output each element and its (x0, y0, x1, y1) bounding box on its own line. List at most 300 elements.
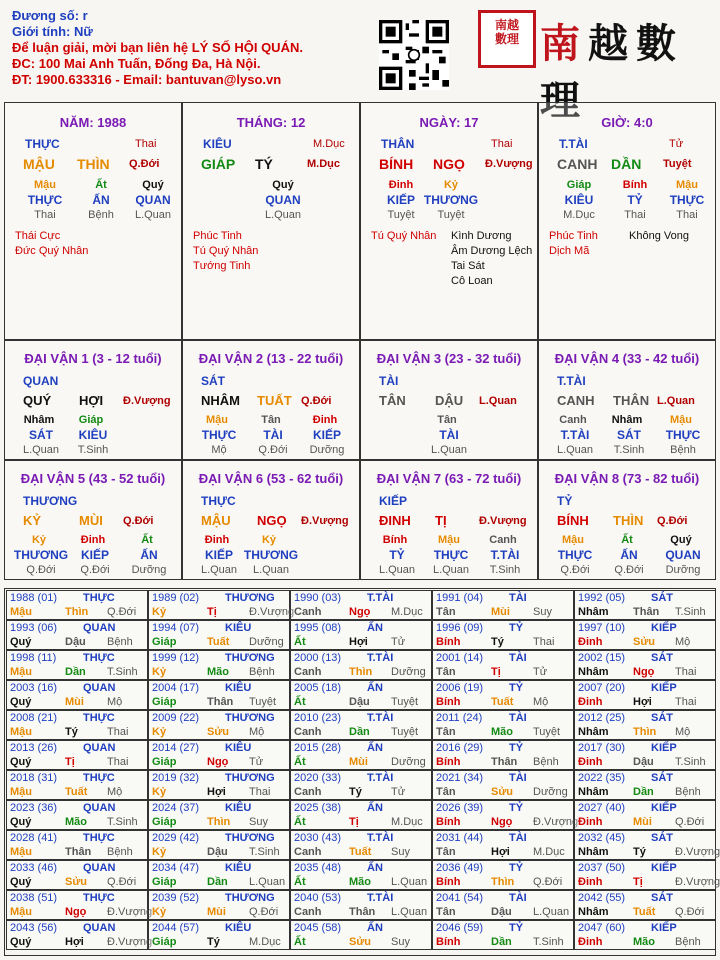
year-cell (290, 650, 432, 680)
hidden-stem: Ất (141, 534, 153, 546)
year-chi: Thân (349, 906, 376, 918)
year-god: QUAN (83, 622, 116, 634)
year-cell (148, 800, 290, 830)
pillar-cell (538, 102, 716, 340)
year-cell (6, 710, 148, 740)
hidden-stem: Giáp (566, 179, 592, 191)
pillar-top-state: M.Dục (313, 138, 345, 150)
hidden-stem: Mậu (562, 534, 584, 546)
year-state: Đ.Vượng (249, 606, 295, 618)
year-state: T.Sinh (107, 816, 138, 828)
year-cell (574, 920, 716, 950)
dai-van-state: Q.Đới (123, 515, 154, 527)
year-cell (290, 830, 432, 860)
year-label: 2024 (37) (152, 802, 200, 814)
hidden-god: QUAN (265, 193, 301, 207)
year-label: 1990 (03) (294, 592, 342, 604)
year-god: T.TÀI (367, 772, 394, 784)
dai-van-cell (360, 460, 538, 580)
hidden-god: ẤN (620, 548, 638, 562)
year-chi: Dậu (65, 636, 86, 648)
year-label: 2037 (50) (578, 862, 626, 874)
pillar-title: THÁNG: 12 (236, 115, 306, 130)
pillar-can: CANH (557, 156, 598, 172)
year-state: Mộ (107, 786, 123, 798)
dai-van-god: KIẾP (379, 494, 408, 508)
pillar-top-state: Tử (669, 138, 684, 150)
year-state: Đ.Vượng (675, 876, 720, 888)
year-state: Mộ (533, 696, 549, 708)
dai-van-chi: NGỌ (257, 513, 287, 528)
year-god: KIẾP (651, 862, 677, 874)
year-state: L.Quan (249, 876, 286, 888)
year-can: Quý (10, 816, 32, 828)
hidden-god: THƯƠNG (423, 193, 479, 207)
year-state: Thai (675, 696, 697, 708)
year-cell (574, 860, 720, 890)
year-god: TÀI (509, 832, 527, 844)
hidden-stem: Kỷ (443, 179, 459, 191)
hidden-state: Dưỡng (131, 564, 167, 576)
year-chi: Sửu (491, 786, 514, 798)
year-cell (6, 770, 148, 800)
year-can: Bính (436, 696, 461, 708)
year-state: Mộ (675, 636, 691, 648)
hidden-stem: Tân (437, 414, 457, 426)
year-god: THỰC (83, 652, 115, 664)
year-label: 2021 (34) (436, 772, 484, 784)
year-chi: Dần (207, 876, 228, 888)
year-can: Ất (294, 756, 306, 768)
hidden-state: Mộ (211, 444, 227, 456)
hidden-stem: Bính (382, 534, 408, 546)
year-can: Mậu (10, 606, 32, 618)
year-cell (432, 620, 574, 650)
dai-van-god: QUAN (23, 374, 59, 388)
year-god: TỶ (509, 622, 524, 634)
dai-van-god: T.TÀI (557, 374, 586, 388)
header-info (12, 8, 372, 88)
hidden-state: Dưỡng (665, 564, 701, 576)
year-chi: Mùi (65, 696, 84, 708)
hidden-stem: Đinh (80, 534, 106, 546)
pillar-top-state: Thai (135, 138, 157, 150)
year-cell (432, 830, 574, 860)
year-state: Bệnh (249, 666, 275, 678)
year-label: 2015 (28) (294, 742, 342, 754)
year-label: 2040 (53) (294, 892, 342, 904)
year-chi: Tý (207, 936, 220, 948)
year-chi: Ngọ (207, 756, 229, 768)
dai-van-state: Đ.Vượng (123, 395, 171, 407)
year-state: Đ.Vượng (107, 906, 153, 918)
hidden-god: T.TÀI (490, 548, 520, 562)
dai-van-cell (4, 340, 182, 460)
year-chi: Mão (633, 936, 655, 948)
hidden-god: THƯƠNG (13, 548, 69, 562)
year-label: 2006 (19) (436, 682, 484, 694)
star-item: Kình Dương (451, 230, 512, 242)
year-chi: Hợi (207, 786, 226, 798)
star-item: Dịch Mã (549, 245, 590, 257)
year-can: Đinh (578, 936, 603, 948)
year-state: Bệnh (675, 936, 701, 948)
year-can: Tân (436, 906, 456, 918)
hidden-state: L.Quan (432, 564, 470, 576)
year-label: 2033 (46) (10, 862, 58, 874)
year-label: 1994 (07) (152, 622, 200, 634)
hidden-stem: Tân (261, 414, 281, 426)
hidden-state: T.Sinh (77, 444, 109, 456)
dai-van-cell (4, 460, 182, 580)
pillar-top-god: T.TÀI (559, 137, 588, 151)
year-can: Tân (436, 786, 456, 798)
year-chi: Ngọ (65, 906, 87, 918)
year-label: 1991 (04) (436, 592, 484, 604)
year-cell (6, 800, 148, 830)
pillar-can: GIÁP (201, 156, 236, 172)
dai-van-can: KỶ (23, 513, 42, 528)
year-cell (574, 770, 716, 800)
hidden-state: L.Quan (200, 564, 238, 576)
year-cell (574, 800, 716, 830)
year-label: 2030 (43) (294, 832, 342, 844)
year-can: Canh (294, 726, 322, 738)
year-state: Bệnh (675, 786, 701, 798)
hidden-state: Bệnh (670, 444, 696, 456)
year-can: Tân (436, 666, 456, 678)
stars-right (451, 229, 532, 289)
year-chi: Thân (491, 756, 518, 768)
year-cell (574, 650, 716, 680)
hidden-state: Thai (624, 209, 646, 221)
year-label: 2042 (55) (578, 892, 626, 904)
year-god: THƯƠNG (225, 832, 275, 844)
hidden-god: THỰC (557, 548, 593, 562)
year-label: 1988 (01) (10, 592, 58, 604)
year-cell (148, 650, 290, 680)
star-item: Âm Dương Lệch (451, 245, 533, 257)
year-state: Q.Đới (533, 876, 563, 888)
year-can: Canh (294, 606, 322, 618)
hidden-state: L.Quan (22, 444, 60, 456)
year-label: 1998 (11) (10, 652, 57, 664)
year-state: Q.Đới (107, 876, 137, 888)
year-state: Q.Đới (675, 816, 705, 828)
hidden-god: THỰC (665, 428, 701, 442)
year-cell (6, 620, 148, 650)
hidden-stem: Mậu (34, 179, 56, 191)
stars-left (15, 229, 88, 259)
year-chi: Mùi (491, 606, 510, 618)
hidden-god: KIẾP (204, 548, 233, 562)
year-chi: Thìn (349, 666, 373, 678)
pillar-title: NĂM: 1988 (59, 115, 127, 130)
year-god: TỶ (509, 862, 524, 874)
year-label: 2012 (25) (578, 712, 626, 724)
year-label: 1996 (09) (436, 622, 484, 634)
year-god: QUAN (83, 922, 116, 934)
year-can: Giáp (152, 696, 177, 708)
year-god: ẤN (367, 802, 383, 814)
hidden-state: L.Quan (134, 209, 172, 221)
year-god: QUAN (83, 742, 116, 754)
year-label: 2003 (16) (10, 682, 58, 694)
year-cell (6, 890, 153, 920)
year-cell (148, 860, 290, 890)
year-cell (432, 890, 574, 920)
year-cell (432, 740, 574, 770)
year-label: 2001 (14) (436, 652, 484, 664)
hidden-god: THỰC (433, 548, 469, 562)
pillar-cell (360, 102, 538, 340)
year-chi: Tị (491, 666, 501, 678)
year-chi: Tị (349, 816, 359, 828)
year-cell (574, 710, 716, 740)
year-cell (6, 860, 148, 890)
dai-van-god: SÁT (201, 374, 225, 388)
year-can: Kỷ (152, 726, 167, 738)
year-label: 2020 (33) (294, 772, 342, 784)
year-chi: Thìn (65, 606, 89, 618)
star-item: Không Vong (629, 230, 689, 242)
year-label: 2026 (39) (436, 802, 484, 814)
hidden-state: L.Quan (556, 444, 594, 456)
year-label: 2011 (24) (436, 712, 483, 724)
year-chi: Tị (633, 876, 643, 888)
pillar-cell (4, 102, 182, 340)
hidden-stem: Kỷ (261, 534, 277, 546)
year-state: T.Sinh (675, 756, 706, 768)
year-cell (574, 680, 716, 710)
year-can: Tân (436, 846, 456, 858)
year-can: Mậu (10, 906, 32, 918)
pillar-cell (182, 102, 360, 340)
year-chi: Tý (491, 636, 504, 648)
year-state: Suy (249, 816, 268, 828)
year-chi: Tuất (491, 696, 514, 708)
hidden-stem: Nhâm (611, 414, 643, 426)
hidden-stem: Canh (559, 414, 587, 426)
stars-right (629, 229, 689, 244)
year-chi: Ngọ (349, 606, 371, 618)
year-chi: Ngọ (633, 666, 655, 678)
hidden-stem: Mậu (670, 414, 692, 426)
year-state: M.Dục (391, 606, 423, 618)
hidden-god: THỰC (201, 428, 237, 442)
dai-van-cell (182, 460, 360, 580)
year-can: Mậu (10, 786, 32, 798)
year-state: L.Quan (391, 876, 428, 888)
year-state: Tuyệt (249, 696, 277, 708)
dai-van-state: Đ.Vượng (301, 515, 349, 527)
hidden-stem: Đinh (312, 414, 338, 426)
hidden-god: KIẾP (312, 428, 341, 442)
hidden-god: QUAN (665, 548, 701, 562)
year-chi: Thìn (491, 876, 515, 888)
year-cell (6, 590, 148, 620)
pillar-top-god: KIÊU (203, 137, 232, 151)
year-label: 2035 (48) (294, 862, 342, 874)
phone-email-line: ĐT: 1900.633316 - Email: bantuvan@lyso.vn (12, 72, 282, 87)
hidden-state: L.Quan (252, 564, 290, 576)
year-god: QUAN (83, 682, 116, 694)
dai-van-god: TỶ (557, 494, 573, 508)
year-can: Canh (294, 786, 322, 798)
year-state: Tuyệt (391, 726, 419, 738)
pillar-chi-state: Tuyệt (663, 158, 692, 170)
hidden-god: KIÊU (564, 193, 594, 207)
pillar-top-god: THÂN (381, 137, 415, 151)
year-state: Dưỡng (249, 636, 284, 648)
year-can: Mậu (10, 666, 32, 678)
year-cell (432, 710, 574, 740)
hidden-stem: Mậu (676, 179, 698, 191)
year-god: TỶ (509, 802, 524, 814)
year-chi: Sửu (65, 876, 88, 888)
year-cell (432, 650, 574, 680)
year-god: SÁT (651, 712, 673, 724)
year-can: Quý (10, 696, 32, 708)
pillar-title: NGÀY: 17 (419, 115, 479, 130)
year-label: 2038 (51) (10, 892, 58, 904)
year-can: Mậu (10, 846, 32, 858)
year-cell (290, 920, 432, 950)
year-chi: Mão (65, 816, 87, 828)
dai-van-chi: MÙI (79, 513, 103, 528)
year-chi: Dậu (633, 756, 654, 768)
year-chi: Hợi (491, 846, 510, 858)
dai-van-chi: THÌN (613, 513, 644, 528)
year-state: M.Dục (533, 846, 565, 858)
hidden-stem: Đinh (204, 534, 230, 546)
year-chi: Dậu (491, 906, 512, 918)
year-state: Thai (675, 666, 697, 678)
dai-van-title: ĐẠI VẬN 1 (3 - 12 tuổi) (24, 351, 162, 366)
year-god: THỰC (83, 832, 115, 844)
year-can: Quý (10, 636, 32, 648)
year-god: ẤN (367, 742, 383, 754)
hidden-god: KIẾP (386, 193, 415, 207)
year-can: Đinh (578, 756, 603, 768)
year-god: ẤN (367, 622, 383, 634)
year-can: Kỷ (152, 906, 167, 918)
year-label: 2010 (23) (294, 712, 342, 724)
pillar-chi: TÝ (255, 156, 273, 172)
year-cell (574, 890, 716, 920)
year-label: 2045 (58) (294, 922, 342, 934)
year-god: T.TÀI (367, 652, 394, 664)
year-cell (6, 740, 148, 770)
year-cell (574, 590, 716, 620)
star-item: Tú Quý Nhân (371, 230, 437, 242)
year-label: 2044 (57) (152, 922, 200, 934)
star-item: Thái Cực (15, 230, 61, 242)
year-chi: Sửu (207, 726, 230, 738)
year-god: QUAN (83, 802, 116, 814)
dai-van-title: ĐẠI VẬN 3 (23 - 32 tuổi) (376, 351, 522, 366)
year-can: Ất (294, 636, 306, 648)
dai-van-title: ĐẠI VẬN 7 (63 - 72 tuổi) (376, 471, 522, 486)
year-can: Quý (10, 876, 32, 888)
year-can: Canh (294, 906, 322, 918)
hidden-state: Q.Đới (80, 564, 110, 576)
year-label: 1999 (12) (152, 652, 200, 664)
hidden-stem: Nhâm (23, 414, 55, 426)
year-can: Nhâm (578, 726, 609, 738)
year-cell (290, 740, 432, 770)
year-chi: Ngọ (491, 816, 513, 828)
year-state: L.Quan (533, 906, 570, 918)
year-god: KIÊU (225, 622, 252, 634)
year-god: TỶ (509, 682, 524, 694)
hidden-god: QUAN (135, 193, 171, 207)
year-state: Đ.Vượng (675, 846, 720, 858)
dai-van-state: Q.Đới (301, 395, 332, 407)
year-state: Mộ (675, 726, 691, 738)
year-can: Canh (294, 666, 322, 678)
dai-van-chi: DẬU (435, 393, 464, 408)
year-chi: Hợi (65, 936, 84, 948)
hidden-god: SÁT (29, 428, 53, 442)
year-god: THƯƠNG (225, 652, 275, 664)
year-chi: Mùi (633, 816, 652, 828)
year-state: Q.Đới (675, 906, 705, 918)
year-state: Thai (249, 786, 271, 798)
year-label: 2005 (18) (294, 682, 342, 694)
year-label: 2014 (27) (152, 742, 200, 754)
dai-van-chi: TUẤT (257, 393, 292, 408)
star-item: Tú Quý Nhân (193, 245, 259, 257)
year-chi: Dần (65, 666, 86, 678)
star-item: Tướng Tinh (193, 260, 251, 272)
dai-van-title: ĐẠI VẬN 6 (53 - 62 tuổi) (198, 471, 344, 486)
contact-line: Để luận giải, mời bạn liên hệ LÝ SỐ HỘI QUÁN. (12, 40, 303, 55)
star-item: Phúc Tinh (193, 230, 242, 242)
dai-van-god: TÀI (379, 374, 399, 388)
pillar-chi-state: M.Dục (307, 158, 340, 170)
dai-van-chi: HỢI (79, 393, 104, 408)
dai-van-can: QUÝ (23, 393, 52, 408)
year-cell (148, 710, 290, 740)
dai-van-can: TÂN (379, 393, 406, 408)
year-can: Kỷ (152, 606, 167, 618)
year-state: Đ.Vượng (107, 936, 153, 948)
year-chi: Thìn (207, 816, 231, 828)
year-god: THƯƠNG (225, 772, 275, 784)
year-label: 2029 (42) (152, 832, 200, 844)
year-chi: Tuất (349, 846, 372, 858)
year-state: Tử (391, 786, 406, 798)
pillar-chi: NGỌ (433, 156, 465, 172)
year-label: 2023 (36) (10, 802, 58, 814)
year-label: 2019 (32) (152, 772, 200, 784)
year-state: Bệnh (107, 636, 133, 648)
hidden-state: Q.Đới (26, 564, 56, 576)
year-label: 2025 (38) (294, 802, 342, 814)
year-god: THỰC (83, 892, 115, 904)
year-state: Tử (249, 756, 264, 768)
year-can: Nhâm (578, 786, 609, 798)
year-chi: Tuất (633, 906, 656, 918)
hidden-state: Bệnh (88, 209, 114, 221)
year-god: T.TÀI (367, 832, 394, 844)
year-state: Thai (533, 636, 555, 648)
year-state: T.Sinh (675, 606, 706, 618)
hidden-stem: Canh (489, 534, 517, 546)
year-cell (574, 740, 716, 770)
year-god: ẤN (367, 922, 383, 934)
